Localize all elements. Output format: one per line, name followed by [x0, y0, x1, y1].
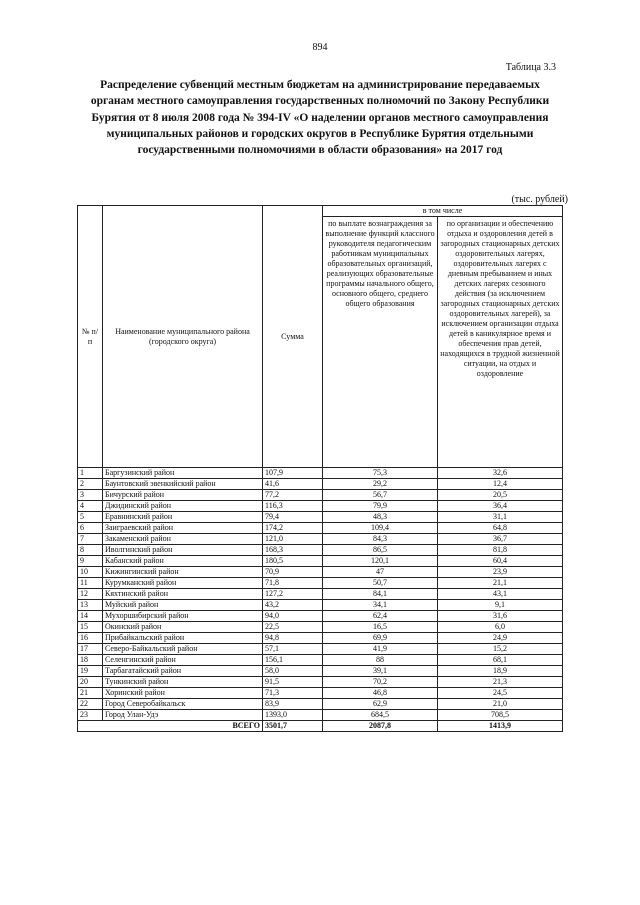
- row-teacher-payments: 84,1: [323, 589, 438, 600]
- units-label: (тыс. рублей): [511, 194, 568, 205]
- row-child-recreation: 21,0: [438, 699, 563, 710]
- table-row: [78, 534, 563, 545]
- row-number: 18: [78, 655, 103, 666]
- row-sum: 79,4: [263, 512, 323, 523]
- row-number: 5: [78, 512, 103, 523]
- row-child-recreation: 24,5: [438, 688, 563, 699]
- row-district-name: Иволгинский район: [103, 545, 263, 556]
- row-number: 20: [78, 677, 103, 688]
- row-district-name: Мухоршибирский район: [103, 611, 263, 622]
- row-number: 9: [78, 556, 103, 567]
- table-row: [78, 523, 563, 534]
- row-teacher-payments: 16,5: [323, 622, 438, 633]
- row-district-name: Баргузинский район: [103, 468, 263, 479]
- row-child-recreation: 21,3: [438, 677, 563, 688]
- row-number: 14: [78, 611, 103, 622]
- row-teacher-payments: 120,1: [323, 556, 438, 567]
- table-row: [78, 545, 563, 556]
- total-teacher-payments: 2087,8: [323, 721, 438, 732]
- total-row: [78, 721, 563, 732]
- row-district-name: Прибайкальский район: [103, 633, 263, 644]
- row-child-recreation: 36,7: [438, 534, 563, 545]
- row-child-recreation: 32,6: [438, 468, 563, 479]
- row-number: 8: [78, 545, 103, 556]
- row-sum: 180,5: [263, 556, 323, 567]
- row-teacher-payments: 79,9: [323, 501, 438, 512]
- header-num: № п/п: [78, 206, 103, 468]
- table-row: [78, 666, 563, 677]
- row-sum: 71,8: [263, 578, 323, 589]
- row-district-name: Муйский район: [103, 600, 263, 611]
- row-sum: 174,2: [263, 523, 323, 534]
- row-child-recreation: 6,0: [438, 622, 563, 633]
- row-child-recreation: 64,8: [438, 523, 563, 534]
- row-teacher-payments: 62,4: [323, 611, 438, 622]
- row-child-recreation: 18,9: [438, 666, 563, 677]
- row-child-recreation: 21,1: [438, 578, 563, 589]
- row-teacher-payments: 86,5: [323, 545, 438, 556]
- row-number: 3: [78, 490, 103, 501]
- total-child-recreation: 1413,9: [438, 721, 563, 732]
- row-district-name: Джидинский район: [103, 501, 263, 512]
- row-number: 19: [78, 666, 103, 677]
- row-number: 2: [78, 479, 103, 490]
- row-teacher-payments: 47: [323, 567, 438, 578]
- row-number: 15: [78, 622, 103, 633]
- row-sum: 91,5: [263, 677, 323, 688]
- row-district-name: Закаменский район: [103, 534, 263, 545]
- row-child-recreation: 68,1: [438, 655, 563, 666]
- row-sum: 127,2: [263, 589, 323, 600]
- row-sum: 107,9: [263, 468, 323, 479]
- row-number: 11: [78, 578, 103, 589]
- total-label: ВСЕГО: [78, 721, 263, 732]
- row-sum: 71,3: [263, 688, 323, 699]
- row-number: 10: [78, 567, 103, 578]
- row-number: 1: [78, 468, 103, 479]
- row-child-recreation: 31,6: [438, 611, 563, 622]
- table-row: [78, 556, 563, 567]
- row-sum: 156,1: [263, 655, 323, 666]
- row-number: 13: [78, 600, 103, 611]
- header-sum: Сумма: [263, 206, 323, 468]
- row-sum: 22,5: [263, 622, 323, 633]
- row-child-recreation: 20,5: [438, 490, 563, 501]
- header-col2-text: по организации и обеспечению отдыха и оздоровления детей в загородных стационарных детских оздоровительных лагерях, оздоровительных лагерях с дневным пребыванием и иных детских лагерях сезонного действия (за исключением загородных стационарных детских оздоровительных лагерей), за исключением организации отдыха детей в каникулярное время и обеспечения прав детей, находящихся в трудной жизненной ситуации, на отдых и оздоровление: [440, 219, 560, 378]
- header-col1-text: по выплате вознаграждения за выполнение функций классного руководителя педагогическим работникам муниципальных образовательных организаций, реализующих образовательные программы начального общего, основного общего, среднего общего образования: [325, 219, 435, 308]
- row-district-name: Северо-Байкальский район: [103, 644, 263, 655]
- row-sum: 116,3: [263, 501, 323, 512]
- row-district-name: Селенгинский район: [103, 655, 263, 666]
- document-title: Распределение субвенций местным бюджетам на администрирование передаваемых органам местного самоуправления государственных полномочий по Закону Республики Бурятия от 8 июля 2008 года № 394-IV «О наделении органов местного самоуправления муниципальных районов и городских округов в Республике Бурятия отдельными государственными полномочиями в области образования» на 2017 год: [90, 79, 550, 157]
- row-teacher-payments: 46,8: [323, 688, 438, 699]
- table-row: [78, 578, 563, 589]
- row-district-name: Город Северобайкальск: [103, 699, 263, 710]
- row-sum: 83,9: [263, 699, 323, 710]
- row-child-recreation: 81,8: [438, 545, 563, 556]
- row-teacher-payments: 88: [323, 655, 438, 666]
- row-district-name: Кижингинский район: [103, 567, 263, 578]
- table-body: [78, 468, 563, 732]
- table-row: [78, 600, 563, 611]
- row-teacher-payments: 62,9: [323, 699, 438, 710]
- row-teacher-payments: 41,9: [323, 644, 438, 655]
- row-child-recreation: 31,1: [438, 512, 563, 523]
- row-child-recreation: 43,1: [438, 589, 563, 600]
- row-district-name: Окинский район: [103, 622, 263, 633]
- row-number: 22: [78, 699, 103, 710]
- row-sum: 77,2: [263, 490, 323, 501]
- row-number: 16: [78, 633, 103, 644]
- row-sum: 58,0: [263, 666, 323, 677]
- table-row: [78, 567, 563, 578]
- row-district-name: Тункинский район: [103, 677, 263, 688]
- row-district-name: Хоринский район: [103, 688, 263, 699]
- row-number: 4: [78, 501, 103, 512]
- page-number: 894: [312, 42, 328, 53]
- row-number: 7: [78, 534, 103, 545]
- row-sum: 168,3: [263, 545, 323, 556]
- row-sum: 70,9: [263, 567, 323, 578]
- row-sum: 43,2: [263, 600, 323, 611]
- table-label: Таблица 3.3: [505, 62, 556, 73]
- row-district-name: Кяхтинский район: [103, 589, 263, 600]
- row-child-recreation: 36,4: [438, 501, 563, 512]
- row-number: 17: [78, 644, 103, 655]
- row-teacher-payments: 69,9: [323, 633, 438, 644]
- row-teacher-payments: 48,3: [323, 512, 438, 523]
- row-district-name: Еравнинский район: [103, 512, 263, 523]
- row-sum: 1393,0: [263, 710, 323, 721]
- row-sum: 94,0: [263, 611, 323, 622]
- row-sum: 94,8: [263, 633, 323, 644]
- row-child-recreation: 9,1: [438, 600, 563, 611]
- row-teacher-payments: 50,7: [323, 578, 438, 589]
- row-number: 6: [78, 523, 103, 534]
- row-district-name: Баунтовский эвенкийский район: [103, 479, 263, 490]
- table-row: [78, 512, 563, 523]
- total-sum: 3501,7: [263, 721, 323, 732]
- row-district-name: Тарбагатайский район: [103, 666, 263, 677]
- row-teacher-payments: 70,2: [323, 677, 438, 688]
- row-sum: 57,1: [263, 644, 323, 655]
- row-number: 12: [78, 589, 103, 600]
- row-district-name: Курумканский район: [103, 578, 263, 589]
- subsidy-table: [77, 205, 563, 732]
- table-row: [78, 490, 563, 501]
- header-col2: [438, 217, 563, 468]
- row-child-recreation: 23,9: [438, 567, 563, 578]
- table-row: [78, 468, 563, 479]
- row-child-recreation: 708,5: [438, 710, 563, 721]
- row-number: 21: [78, 688, 103, 699]
- row-district-name: Заиграевский район: [103, 523, 263, 534]
- row-child-recreation: 12,4: [438, 479, 563, 490]
- row-teacher-payments: 75,3: [323, 468, 438, 479]
- row-number: 23: [78, 710, 103, 721]
- row-district-name: Город Улан-Удэ: [103, 710, 263, 721]
- row-teacher-payments: 84,3: [323, 534, 438, 545]
- table-row: [78, 479, 563, 490]
- table-row: [78, 622, 563, 633]
- table-row: [78, 644, 563, 655]
- row-district-name: Бичурский район: [103, 490, 263, 501]
- table-row: [78, 677, 563, 688]
- row-teacher-payments: 109,4: [323, 523, 438, 534]
- row-sum: 41,6: [263, 479, 323, 490]
- row-teacher-payments: 34,1: [323, 600, 438, 611]
- row-teacher-payments: 39,1: [323, 666, 438, 677]
- row-district-name: Кабанский район: [103, 556, 263, 567]
- table-row: [78, 501, 563, 512]
- row-sum: 121,0: [263, 534, 323, 545]
- row-teacher-payments: 684,5: [323, 710, 438, 721]
- header-col1: [323, 217, 438, 468]
- header-including: в том числе: [323, 206, 563, 217]
- row-child-recreation: 60,4: [438, 556, 563, 567]
- table-row: [78, 611, 563, 622]
- table-row: [78, 688, 563, 699]
- table-row: [78, 589, 563, 600]
- table-row: [78, 655, 563, 666]
- header-name: Наименование муниципального района (городского округа): [103, 206, 263, 468]
- row-child-recreation: 15,2: [438, 644, 563, 655]
- row-teacher-payments: 56,7: [323, 490, 438, 501]
- table-row: [78, 633, 563, 644]
- row-teacher-payments: 29,2: [323, 479, 438, 490]
- table-row: [78, 699, 563, 710]
- row-child-recreation: 24,9: [438, 633, 563, 644]
- table-row: [78, 710, 563, 721]
